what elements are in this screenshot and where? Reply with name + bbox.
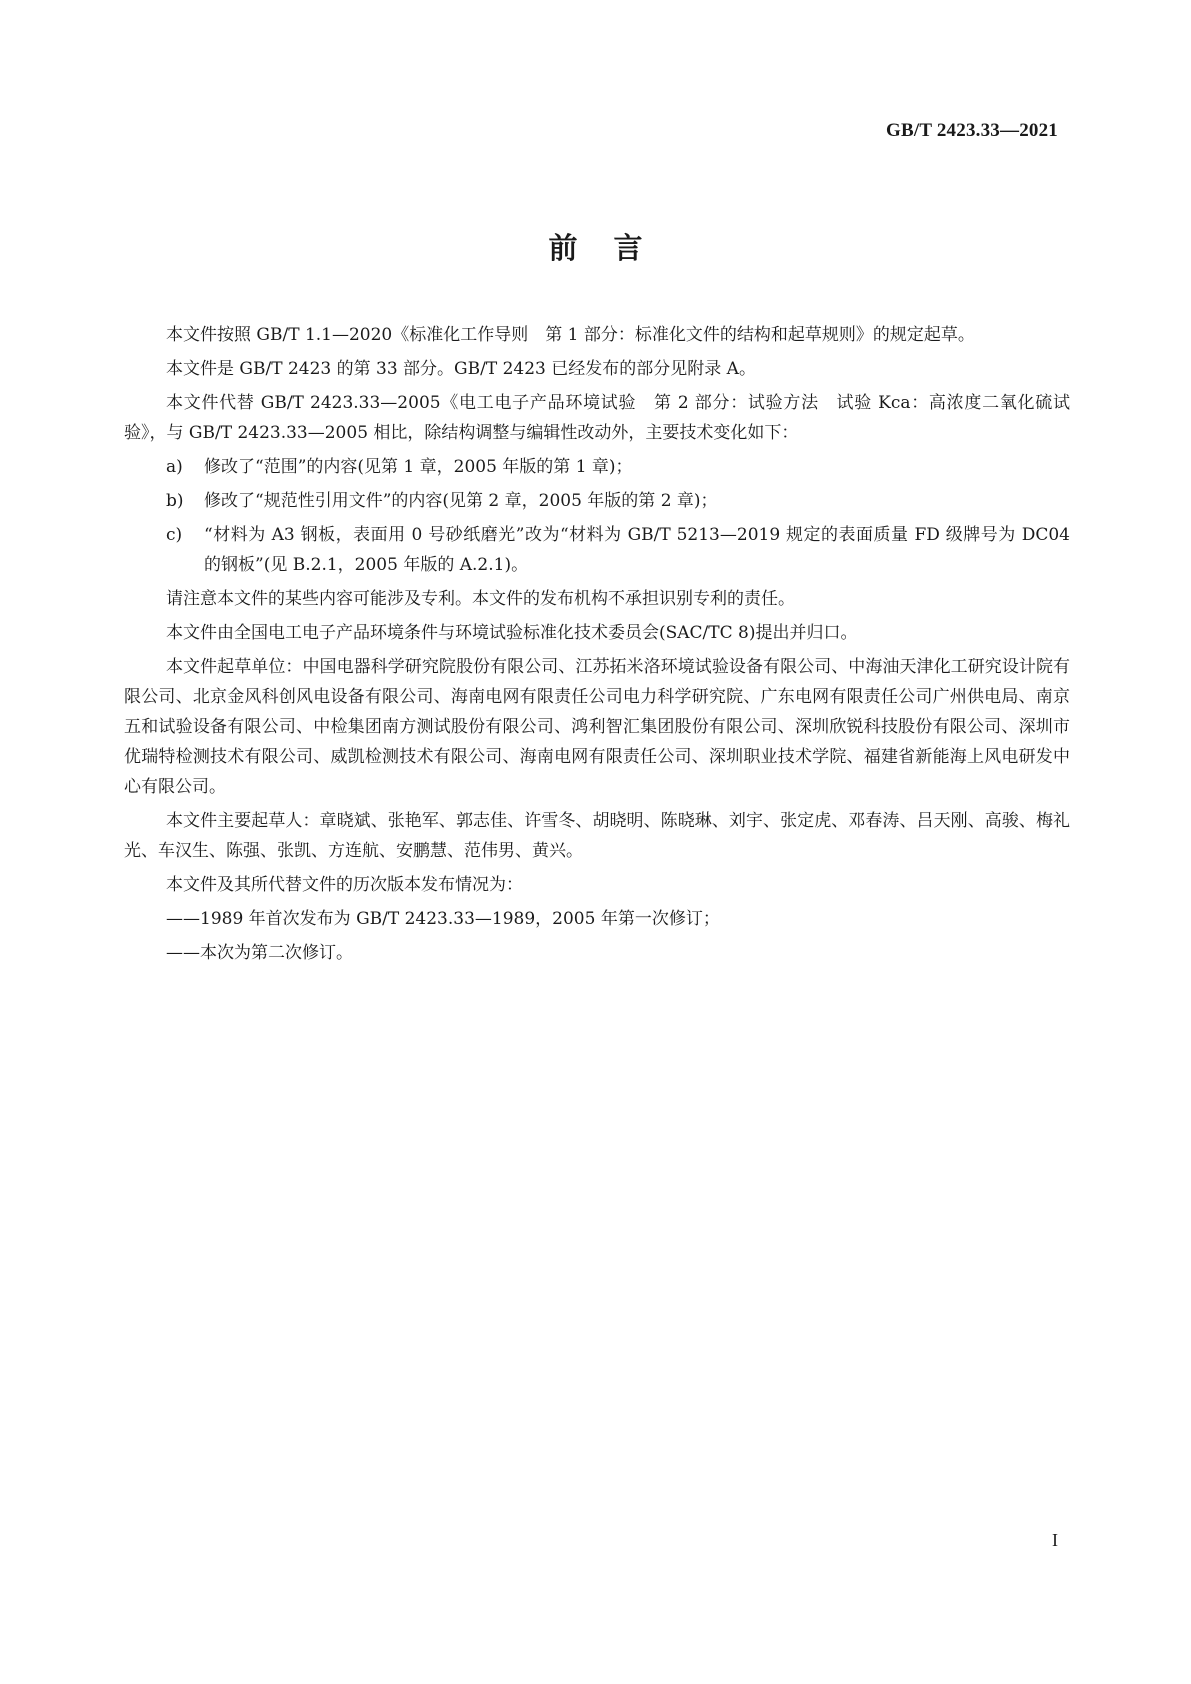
list-item [124, 520, 1070, 580]
page-number: I [1052, 1530, 1058, 1550]
list-marker: c) [166, 525, 183, 545]
foreword-body [124, 320, 1070, 972]
paragraph-drafting-rules: 本文件按照 GB/T 1.1—2020《标准化工作导则 第 1 部分：标准化文件的结构和起草规则》的规定起草。 [166, 325, 975, 345]
paragraph-drafting-units: 本文件起草单位：中国电器科学研究院股份有限公司、江苏拓米洛环境试验设备有限公司、中海油天津化工研究设计院有限公司、北京金风科创风电设备有限公司、海南电网有限责任公司电力科学研究院、广东电网有限责任公司广州供电局、南京五和试验设备有限公司、中检集团南方测试股份有限公司、鸿利智汇集团股份有限公司、深圳欣锐科技股份有限公司、深圳市优瑞特检测技术有限公司、威凯检测技术有限公司、海南电网有限责任公司、深圳职业技术学院、福建省新能海上风电研发中心有限公司。 [124, 657, 1070, 797]
paragraph-committee: 本文件由全国电工电子产品环境条件与环境试验标准化技术委员会(SAC/TC 8)提出并归口。 [166, 623, 858, 643]
list-marker: b) [166, 491, 184, 511]
page-title: 前言 [548, 231, 679, 265]
list-marker: a) [166, 457, 183, 477]
list-text: 修改了“规范性引用文件”的内容(见第 2 章，2005 年版的第 2 章)； [204, 491, 718, 511]
history-item: ——1989 年首次发布为 GB/T 2423.33—1989，2005 年第一次修订； [166, 909, 720, 929]
paragraph-history-intro: 本文件及其所代替文件的历次版本发布情况为： [166, 875, 523, 895]
list-item [124, 452, 1070, 482]
list-text: 修改了“范围”的内容(见第 1 章，2005 年版的第 1 章)； [204, 457, 633, 477]
list-text: “材料为 A3 钢板，表面用 0 号砂纸磨光”改为“材料为 GB/T 5213—2019 规定的表面质量 FD 级牌号为 DC04 的钢板”(见 B.2.1，2005 年版的 A.2.1)。 [204, 525, 1070, 575]
paragraph-replacement: 本文件代替 GB/T 2423.33—2005《电工电子产品环境试验 第 2 部分：试验方法 试验 Kca：高浓度二氧化硫试验》，与 GB/T 2423.33—2005 相比，除结构调整与编辑性改动外，主要技术变化如下： [124, 393, 1070, 443]
history-item: ——本次为第二次修订。 [166, 943, 353, 963]
paragraph-drafters: 本文件主要起草人：章晓斌、张艳军、郭志佳、许雪冬、胡晓明、陈晓琳、刘宇、张定虎、邓春涛、吕天刚、高骏、梅礼光、车汉生、陈强、张凯、方连航、安鹏慧、范伟男、黄兴。 [124, 811, 1070, 861]
paragraph-part-info: 本文件是 GB/T 2423 的第 33 部分。GB/T 2423 已经发布的部分见附录 A。 [166, 359, 756, 379]
list-item [124, 486, 1070, 516]
paragraph-patent-notice: 请注意本文件的某些内容可能涉及专利。本文件的发布机构不承担识别专利的责任。 [166, 589, 795, 609]
standard-number: GB/T 2423.33—2021 [886, 120, 1058, 141]
